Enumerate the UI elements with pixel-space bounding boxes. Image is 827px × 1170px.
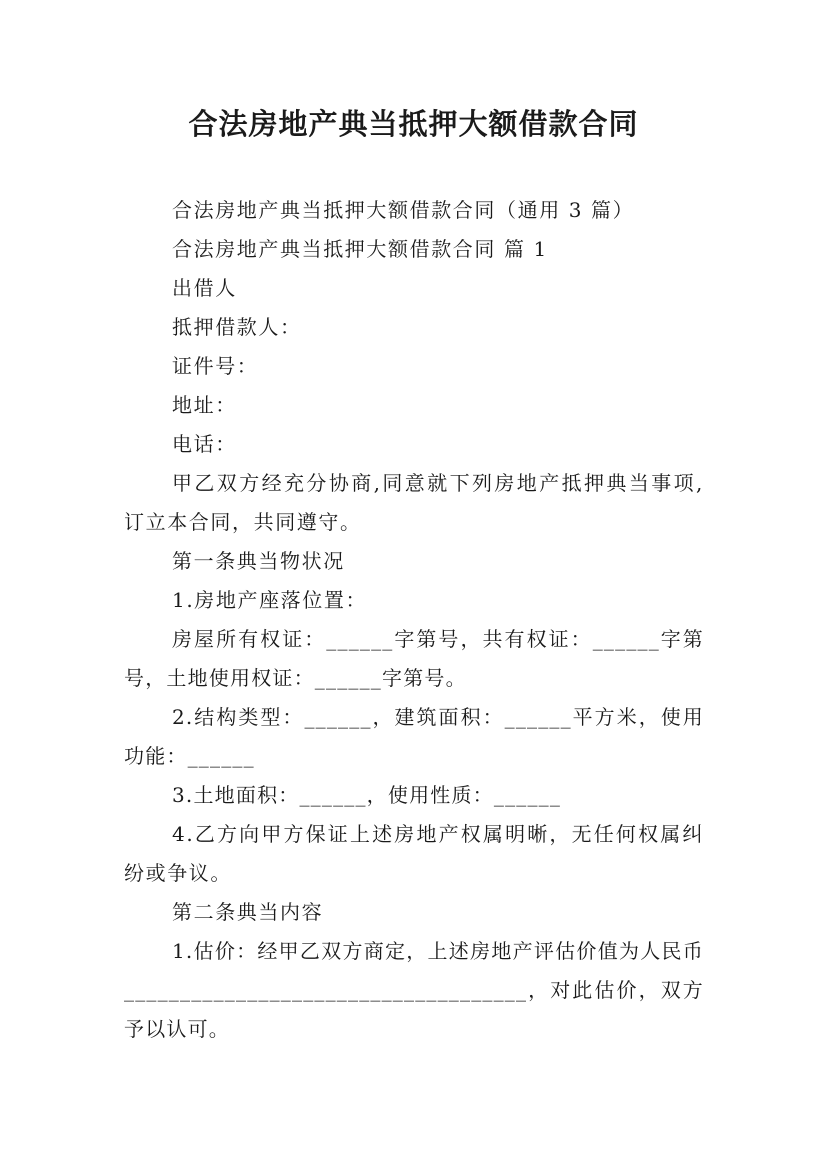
paragraph-article-1-heading: 第一条典当物状况 — [172, 549, 345, 573]
paragraph-structure: 2.结构类型：______，建筑面积：______平方米，使用功能：______ — [124, 705, 704, 768]
paragraph-article-2-heading: 第二条典当内容 — [172, 900, 324, 924]
paragraph-borrower: 抵押借款人： — [172, 315, 302, 339]
paragraph-location: 1.房地产座落位置： — [172, 588, 368, 612]
paragraph-phone: 电话： — [172, 432, 237, 456]
paragraph-valuation: 1.估价：经甲乙双方商定，上述房地产评估价值为人民币____________________________________，对此估价，双方予以认可。 — [124, 939, 704, 1041]
paragraph-land-area: 3.土地面积：______，使用性质：______ — [172, 783, 562, 807]
paragraph-guarantee: 4.乙方向甲方保证上述房地产权属明晰，无任何权属纠纷或争议。 — [124, 822, 704, 885]
paragraph-address: 地址： — [172, 393, 237, 417]
document-title: 合法房地产典当抵押大额借款合同 — [188, 107, 639, 141]
paragraph-subtitle: 合法房地产典当抵押大额借款合同（通用 3 篇） — [172, 198, 635, 222]
paragraph-agreement: 甲乙双方经充分协商,同意就下列房地产抵押典当事项,订立本合同，共同遵守。 — [124, 471, 704, 534]
document-body — [124, 191, 704, 1049]
paragraph-lender: 出借人 — [172, 276, 237, 300]
paragraph-certificates: 房屋所有权证：______字第号，共有权证：______字第号，土地使用权证：______字第号。 — [124, 627, 704, 690]
paragraph-id-number: 证件号： — [172, 354, 259, 378]
paragraph-section-heading: 合法房地产典当抵押大额借款合同 篇 1 — [172, 237, 548, 261]
